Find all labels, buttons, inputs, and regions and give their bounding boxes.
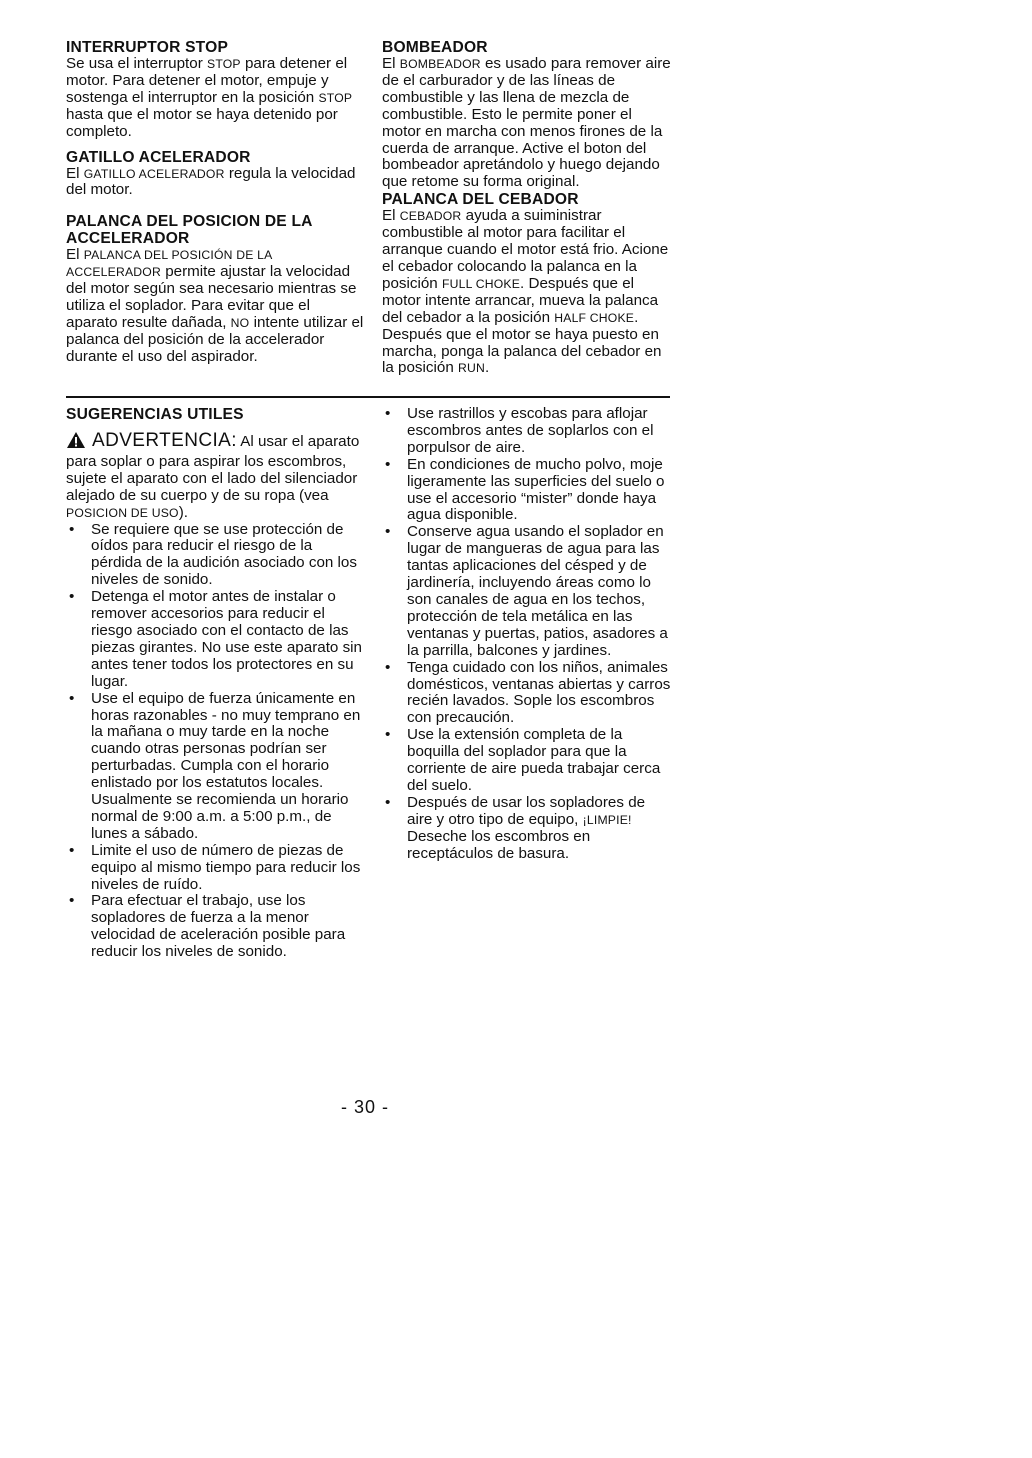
- list-item: • Use el equipo de fuerza únicamente en horas razonables - no muy temprano en la mañana o muy tarde en la noche cuando otras personas podrían ser perturbadas. Cumpla con el horario enlistado por los estatutos locales. Usualmente se recomienda un horario normal de 9:00 a.m. a 5:00 p.m., de lunes a sábado.: [66, 691, 364, 843]
- term-full-choke: FULL CHOKE: [441, 276, 521, 291]
- term-half-choke: HALF CHOKE: [554, 310, 635, 325]
- tips-list-left: [66, 522, 364, 962]
- text-run: ayuda a suiministrar combustible al motor para facilitar el arranque cuando el motor está frio. Acione el cebador colocando la palanca en la posición: [382, 207, 669, 292]
- term-run: RUN: [457, 361, 485, 376]
- column-bottom-right: [382, 406, 674, 862]
- warning-paragraph: [66, 431, 364, 522]
- term-no: NO: [230, 315, 250, 330]
- text-run: El: [382, 55, 400, 72]
- heading-interruptor-stop: INTERRUPTOR STOP: [66, 39, 229, 56]
- section-gatillo-acelerador: [66, 149, 364, 200]
- heading-gatillo-acelerador: GATILLO ACELERADOR: [66, 148, 251, 166]
- tips-list-right: [382, 406, 674, 862]
- text-run: ).: [178, 503, 188, 521]
- text-run: Al usar el aparato para soplar o para aspirar los escombros, sujete el aparato con el lado del silenciador alejado de su cuerpo y de su ropa (vea: [66, 433, 360, 504]
- list-item: • Use rastrillos y escobas para aflojar escombros antes de soplarlos con el porpulsor de aire.: [382, 406, 674, 457]
- section-palanca-posicion: [66, 213, 364, 365]
- paragraph-palanca-posicion: [66, 247, 364, 365]
- list-item: • Detenga el motor antes de instalar o remover accesorios para reducir el riesgo asociado con el contacto de las piezas girantes. No use este aparato sin antes tener todos los protectores en su lugar.: [66, 589, 364, 690]
- list-item: • Tenga cuidado con los niños, animales domésticos, ventanas abiertas y carros recién lavados. Sople los escombros con precaución.: [382, 660, 674, 728]
- column-top-left: [66, 39, 364, 374]
- text-run: Después de usar los sopladores de aire y otro tipo de equipo,: [407, 793, 646, 828]
- term-stop: STOP: [318, 90, 353, 105]
- column-bottom-left: [66, 406, 364, 961]
- column-top-right: [382, 39, 674, 385]
- text-run: es usado para remover aire de el carburador y de las líneas de combustible y las llena de mezcla de combustible. Esto le permite poner el motor en marcha con menos firones de la cuerda de arranque. Active el boton del bombeador apretándolo y huego dejando que retome su forma original.: [382, 55, 671, 191]
- text-run: . Después que el motor se haya puesto en marcha, ponga la palanca del cebador en la posición: [382, 308, 662, 377]
- section-palanca-cebador: [382, 191, 674, 377]
- text-run: hasta que el motor se haya detenido por completo.: [66, 105, 338, 140]
- list-item: • Limite el uso de número de piezas de equipo al mismo tiempo para reducir los niveles de ruído.: [66, 843, 364, 894]
- list-item: • Use la extensión completa de la boquilla del soplador para que la corriente de aire pueda trabajar cerca del suelo.: [382, 727, 674, 795]
- list-item: • Conserve agua usando el soplador en lugar de mangueras de agua para las tantas aplicaciones del césped y de jardinería, incluyendo áreas como lo son canales de agua en los techos, protección de tela metálica en las ventanas y puertas, patios, asadores a la parrilla, balcones y jardines.: [382, 524, 674, 659]
- paragraph-gatillo-acelerador: [66, 166, 364, 200]
- text-run: .: [485, 359, 490, 377]
- text-run: permite ajustar la velocidad del motor según sea necesario mientras se utiliza el soplador. Para evitar que el aparato resulte dañada,: [66, 263, 357, 331]
- heading-palanca-posicion: PALANCA DEL POSICION DE LA ACCELERADOR: [66, 213, 313, 248]
- list-item-limpie: [382, 795, 674, 863]
- warning-triangle-icon: [66, 431, 86, 454]
- section-interruptor-stop: [66, 39, 364, 141]
- text-run: para detener el motor. Para detener el motor, empuje y sostenga el interruptor en la posición: [66, 55, 348, 106]
- list-item: • Se requiere que se use protección de oídos para reducir el riesgo de la pérdida de la audición asociado con los niveles de sonido.: [66, 522, 364, 590]
- term-cebador: CEBADOR: [399, 209, 462, 224]
- text-run: Deseche los escombros en receptáculos de basura.: [407, 827, 591, 862]
- page-number: - 30 -: [340, 1097, 389, 1117]
- text-run: regula la velocidad del motor.: [66, 164, 356, 199]
- term-gatillo-acelerador: GATILLO ACELERADOR: [83, 166, 225, 181]
- heading-bombeador: BOMBEADOR: [382, 39, 488, 56]
- warning-label: ADVERTENCIA:: [92, 430, 237, 451]
- heading-sugerencias-utiles: SUGERENCIAS UTILES: [66, 406, 244, 423]
- heading-palanca-cebador: PALANCA DEL CEBADOR: [382, 191, 579, 209]
- text-run: Se usa el interruptor: [66, 55, 207, 72]
- paragraph-palanca-cebador: [382, 208, 674, 377]
- term-stop: STOP: [206, 57, 241, 71]
- text-run: . Después que el motor intente arrancar, mueva la palanca del cebador a la posición: [382, 274, 659, 326]
- list-item: • Para efectuar el trabajo, use los sopladores de fuerza a la menor velocidad de aceleración posible para reducir los niveles de sonido.: [66, 893, 364, 961]
- text-run: El: [66, 164, 84, 182]
- term-palanca-posicion: PALANCA DEL POSICIÓN DE LA ACCELERADOR: [66, 248, 272, 280]
- text-run: El: [66, 246, 84, 264]
- paragraph-bombeador: [382, 56, 674, 191]
- term-limpie: ¡LIMPIE!: [582, 812, 632, 827]
- paragraph-interruptor-stop: [66, 56, 364, 141]
- term-posicion-de-uso: POSICION DE USO: [66, 505, 179, 520]
- text-run: intente utilizar el palanca del posición de la accelerador durante el uso del aspirador.: [66, 313, 364, 365]
- section-divider: [66, 396, 670, 398]
- term-bombeador: BOMBEADOR: [399, 57, 481, 71]
- section-bombeador: [382, 39, 674, 191]
- text-run: El: [382, 207, 400, 225]
- list-item: • En condiciones de mucho polvo, moje ligeramente las superficies del suelo o use el accesorio “mister” donde haya agua disponible.: [382, 457, 674, 525]
